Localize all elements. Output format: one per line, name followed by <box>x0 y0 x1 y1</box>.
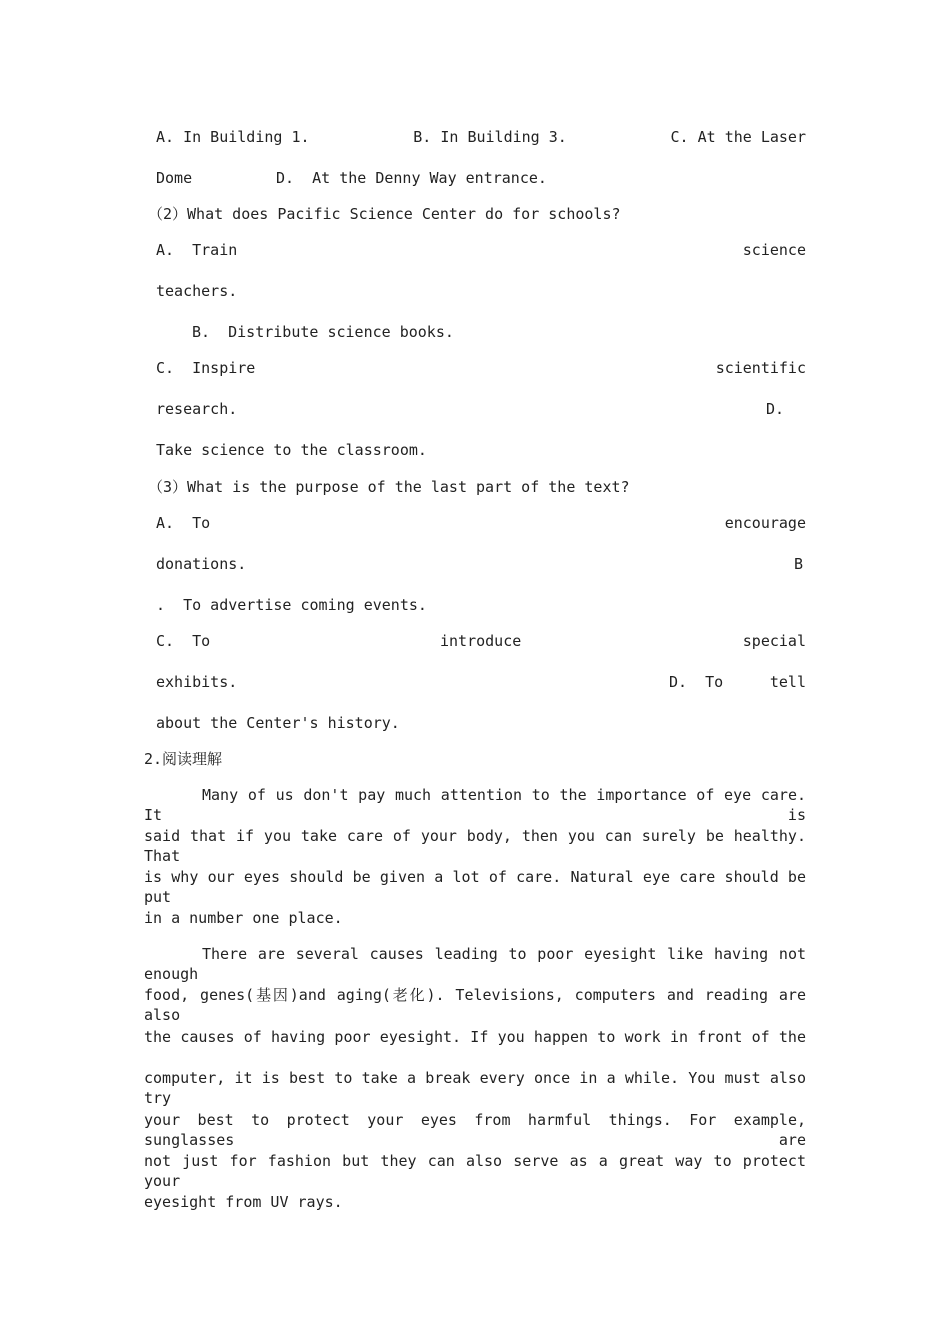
q1-option-d[interactable]: D. At the Denny Way entrance. <box>276 169 547 187</box>
q2-stem: （2）What does Pacific Science Center do for schools? <box>148 205 621 223</box>
q2-option-b[interactable]: B. Distribute science books. <box>192 323 454 341</box>
q2-option-a-continued: teachers. <box>156 282 238 300</box>
q3-option-c-end: special <box>742 632 806 650</box>
q1-options-row <box>156 127 806 147</box>
q3-option-d-end: tell <box>769 673 806 691</box>
q2-option-a[interactable]: A. Train <box>156 241 238 259</box>
q3-option-a-continued: donations. <box>156 555 247 573</box>
q1-option-b[interactable]: B. In Building 3. <box>413 128 567 146</box>
q3-option-c-mid: introduce <box>440 632 522 650</box>
q3-option-a-end: encourage <box>724 514 806 532</box>
q1-option-a[interactable]: A. In Building 1. <box>156 128 310 146</box>
q2-option-c[interactable]: C. Inspire <box>156 359 256 377</box>
q3-option-a[interactable]: A. To <box>156 514 211 532</box>
paragraph-line: There are several causes leading to poor eyesight like having not enough <box>144 945 806 983</box>
paragraph-line: Many of us don't pay much attention to the importance of eye care. It is <box>144 786 806 824</box>
paragraph-line: in a number one place. <box>144 909 343 927</box>
q2-option-d[interactable]: D. <box>766 400 785 418</box>
paragraph-line: the causes of having poor eyesight. If you happen to work in front of the <box>144 1028 806 1046</box>
paragraph-line: your best to protect your eyes from harmful things. For example, sunglasses are <box>144 1111 806 1149</box>
q3-stem: （3）What is the purpose of the last part of the text? <box>148 478 630 496</box>
q2-option-d-continued: Take science to the classroom. <box>156 441 427 459</box>
paragraph-line: is why our eyes should be given a lot of care. Natural eye care should be put <box>144 868 806 906</box>
q1-option-c[interactable]: C. At the Laser <box>670 128 806 146</box>
q2-option-c-continued: research. <box>156 400 238 418</box>
q3-option-b[interactable]: B <box>793 555 803 573</box>
q2-option-a-end: science <box>742 241 806 259</box>
paragraph-line: not just for fashion but they can also serve as a great way to protect your <box>144 1152 806 1190</box>
q2-option-c-end: scientific <box>715 359 806 377</box>
q3-option-c-continued: exhibits. <box>156 673 238 691</box>
paragraph-line: computer, it is best to take a break every once in a while. You must also try <box>144 1069 806 1107</box>
q3-option-d-continued: about the Center's history. <box>156 714 400 732</box>
paragraph-line: eyesight from UV rays. <box>144 1193 343 1211</box>
q3-option-c[interactable]: C. To <box>156 632 211 650</box>
paragraph-line: food, genes(基因)and aging(老化). Televisions, computers and reading are also <box>144 986 806 1024</box>
q3-option-b-continued: . To advertise coming events. <box>156 596 427 614</box>
section-heading: 2.阅读理解 <box>144 750 223 768</box>
paragraph-line: said that if you take care of your body, then you can surely be healthy. That <box>144 827 806 865</box>
q3-option-d[interactable]: D. To <box>669 673 724 691</box>
q1-option-c-continued: Dome <box>156 169 193 187</box>
